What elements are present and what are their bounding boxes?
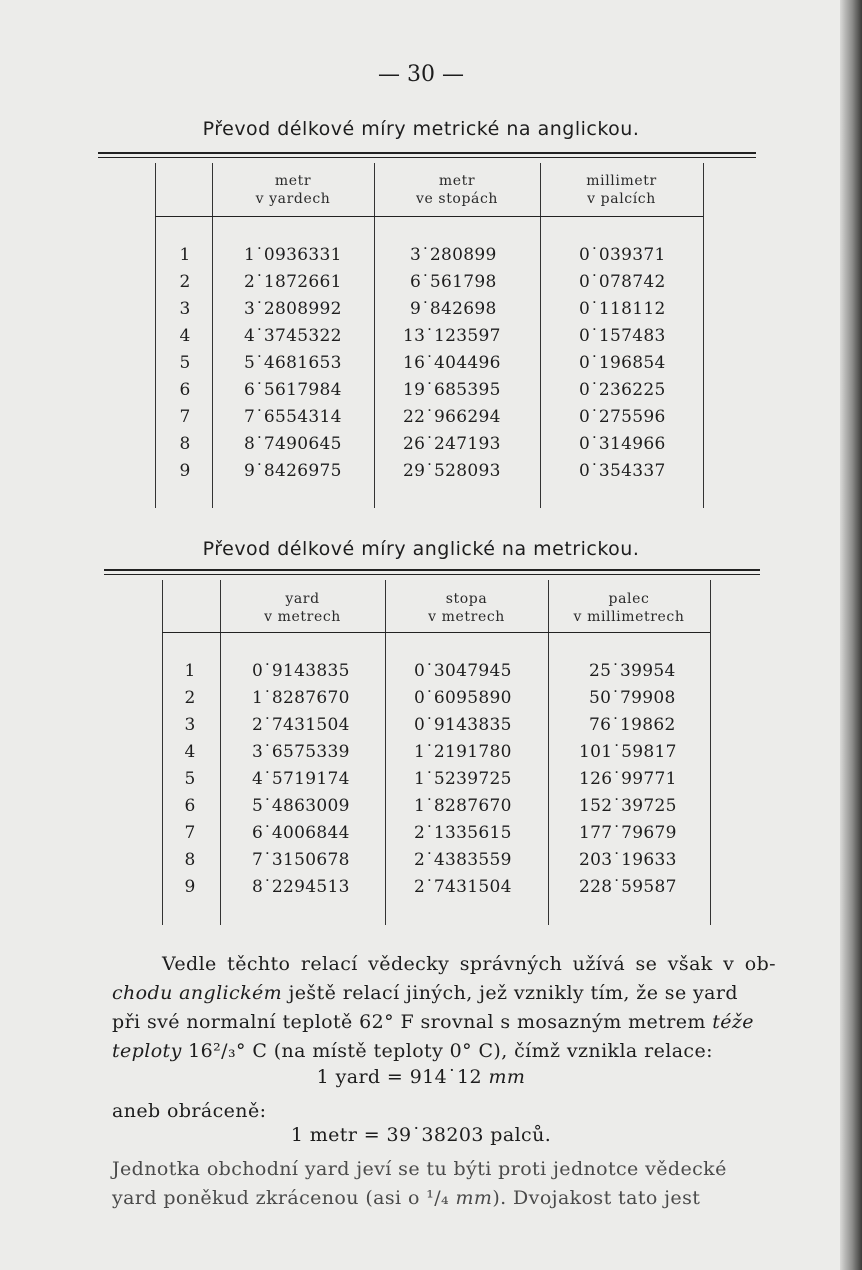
table2-cell: 101˙59817 — [579, 742, 677, 762]
table2-row-number: 1 — [184, 661, 196, 681]
text-line: chodu anglickém ještě relací jiných, jež vznikly tím, že se yard — [112, 982, 738, 1004]
table2-top-rule-2 — [104, 574, 760, 575]
italic-text: chodu anglickém — [112, 982, 283, 1004]
table1-row-number: 8 — [179, 434, 191, 454]
table1-row-number: 2 — [179, 272, 191, 292]
table2-cell: 0˙3047945 — [414, 661, 512, 681]
table1-cell: 0˙039371 — [579, 245, 666, 265]
table2-cell: 1˙5239725 — [414, 769, 512, 789]
table1-cell: 13˙123597 — [403, 326, 501, 346]
table1-cell: 2˙1872661 — [244, 272, 342, 292]
table2-cell: 203˙19633 — [579, 850, 677, 870]
table2-cell: 0˙9143835 — [414, 715, 512, 735]
table2-cell: 0˙6095890 — [414, 688, 512, 708]
table2-cell: 228˙59587 — [579, 877, 677, 897]
table2-cell: 50˙79908 — [589, 688, 676, 708]
table2-cell: 8˙2294513 — [252, 877, 350, 897]
table1-cell: 19˙685395 — [403, 380, 501, 400]
table1-cell: 7˙6554314 — [244, 407, 342, 427]
table1-row-number: 9 — [179, 461, 191, 481]
table2-cell: 0˙9143835 — [252, 661, 350, 681]
table2-cell: 7˙3150678 — [252, 850, 350, 870]
table1-row-number: 4 — [179, 326, 191, 346]
table2-cell: 152˙39725 — [579, 796, 677, 816]
table2-cell: 2˙1335615 — [414, 823, 512, 843]
table1-header-feet: metr ve stopách — [415, 173, 499, 207]
table2-cell: 3˙6575339 — [252, 742, 350, 762]
equation-yard: 1 yard = 914˙12 mm — [316, 1066, 526, 1088]
table2-cell: 2˙7431504 — [252, 715, 350, 735]
table2-top-rule — [104, 569, 760, 571]
table2-cell: 6˙4006844 — [252, 823, 350, 843]
table1-cell: 6˙561798 — [410, 272, 497, 292]
text-line: Vedle těchto relací vědecky správných užívá se však v ob- — [162, 953, 776, 975]
table1-header-yards: metr v yardech — [255, 173, 331, 207]
table1-cell: 0˙236225 — [579, 380, 666, 400]
table1-cell: 0˙354337 — [579, 461, 666, 481]
table2-cell: 1˙2191780 — [414, 742, 512, 762]
table1-cell: 26˙247193 — [403, 434, 501, 454]
table1-cell: 29˙528093 — [403, 461, 501, 481]
table1-cell: 1˙0936331 — [244, 245, 342, 265]
table2-row-number: 2 — [184, 688, 196, 708]
text-aneb: aneb obráceně: — [112, 1100, 267, 1122]
page-number: — 30 — — [378, 62, 464, 87]
table1-cell: 0˙118112 — [579, 299, 666, 319]
table1-cell: 0˙196854 — [579, 353, 666, 373]
paragraph-relations-cont — [112, 979, 776, 1066]
text-line: yard poněkud zkrácenou (asi o ¹/₄ mm). Dvojakost tato jest — [112, 1187, 701, 1209]
table1-top-rule — [98, 152, 756, 154]
table1-row-number: 3 — [179, 299, 191, 319]
table2-cell: 2˙4383559 — [414, 850, 512, 870]
table2-cell: 177˙79679 — [579, 823, 677, 843]
table1-title: Převod délkové míry metrické na anglickou. — [202, 118, 640, 140]
table2-row-number: 5 — [184, 769, 196, 789]
table1-cell: 5˙4681653 — [244, 353, 342, 373]
table1-cell: 0˙157483 — [579, 326, 666, 346]
table2-cell: 126˙99771 — [579, 769, 677, 789]
table1-vline-3 — [540, 163, 541, 508]
table1-row-number: 7 — [179, 407, 191, 427]
table1-vline-4 — [703, 163, 704, 508]
table2-header-foot: stopa v metrech — [428, 591, 505, 625]
table2-title: Převod délkové míry anglické na metrickou. — [202, 538, 640, 560]
table1-cell: 6˙5617984 — [244, 380, 342, 400]
table1-cell: 3˙280899 — [410, 245, 497, 265]
table1-cell: 0˙314966 — [579, 434, 666, 454]
text-line: teploty 16²/₃° C (na místě teploty 0° C), čímž vznikla relace: — [112, 1040, 713, 1062]
table2-header-yard: yard v metrech — [264, 591, 341, 625]
table1-header-inches: millimetr v palcích — [586, 173, 657, 207]
table1-top-rule-2 — [98, 157, 756, 158]
table2-cell: 5˙4863009 — [252, 796, 350, 816]
table2-cell: 4˙5719174 — [252, 769, 350, 789]
table2-cell: 2˙7431504 — [414, 877, 512, 897]
table2-row-number: 6 — [184, 796, 196, 816]
table1-cell: 0˙275596 — [579, 407, 666, 427]
table1-header-rule — [155, 216, 703, 217]
equation-metr: 1 metr = 39˙38203 palců. — [290, 1124, 552, 1146]
table1-row-number: 1 — [179, 245, 191, 265]
table2-header-inch: palec v millimetrech — [573, 591, 685, 625]
table1-cell: 4˙3745322 — [244, 326, 342, 346]
text-line: Jednotka obchodní yard jeví se tu býti proti jednotce vědecké — [112, 1158, 727, 1180]
table1-cell: 3˙2808992 — [244, 299, 342, 319]
table1-row-number: 6 — [179, 380, 191, 400]
italic-text: teploty — [112, 1040, 182, 1062]
table2-row-number: 3 — [184, 715, 196, 735]
table2-row-number: 7 — [184, 823, 196, 843]
table1-vline-1 — [212, 163, 213, 508]
table2-row-number: 4 — [184, 742, 196, 762]
table2-cell: 1˙8287670 — [252, 688, 350, 708]
book-spine-shadow — [840, 0, 862, 1270]
table1-row-number: 5 — [179, 353, 191, 373]
table1-cell: 22˙966294 — [403, 407, 501, 427]
table1-cell: 16˙404496 — [403, 353, 501, 373]
table1-vline-0 — [155, 163, 156, 508]
paragraph-commercial — [112, 1155, 776, 1213]
table2-cell: 1˙8287670 — [414, 796, 512, 816]
table2-cell: 76˙19862 — [589, 715, 676, 735]
paragraph-relations — [112, 950, 776, 979]
table2-cell: 25˙39954 — [589, 661, 676, 681]
text-line: při své normalní teplotě 62° F srovnal s mosazným metrem téže — [112, 1011, 754, 1033]
table1-vline-2 — [374, 163, 375, 508]
table2-vline-4 — [710, 580, 711, 925]
table1-cell: 9˙8426975 — [244, 461, 342, 481]
table1-cell: 0˙078742 — [579, 272, 666, 292]
table2-row-number: 9 — [184, 877, 196, 897]
italic-text: téže — [712, 1011, 754, 1033]
table2-header-rule — [162, 632, 710, 633]
table1-cell: 9˙842698 — [410, 299, 497, 319]
table2-row-number: 8 — [184, 850, 196, 870]
table1-cell: 8˙7490645 — [244, 434, 342, 454]
